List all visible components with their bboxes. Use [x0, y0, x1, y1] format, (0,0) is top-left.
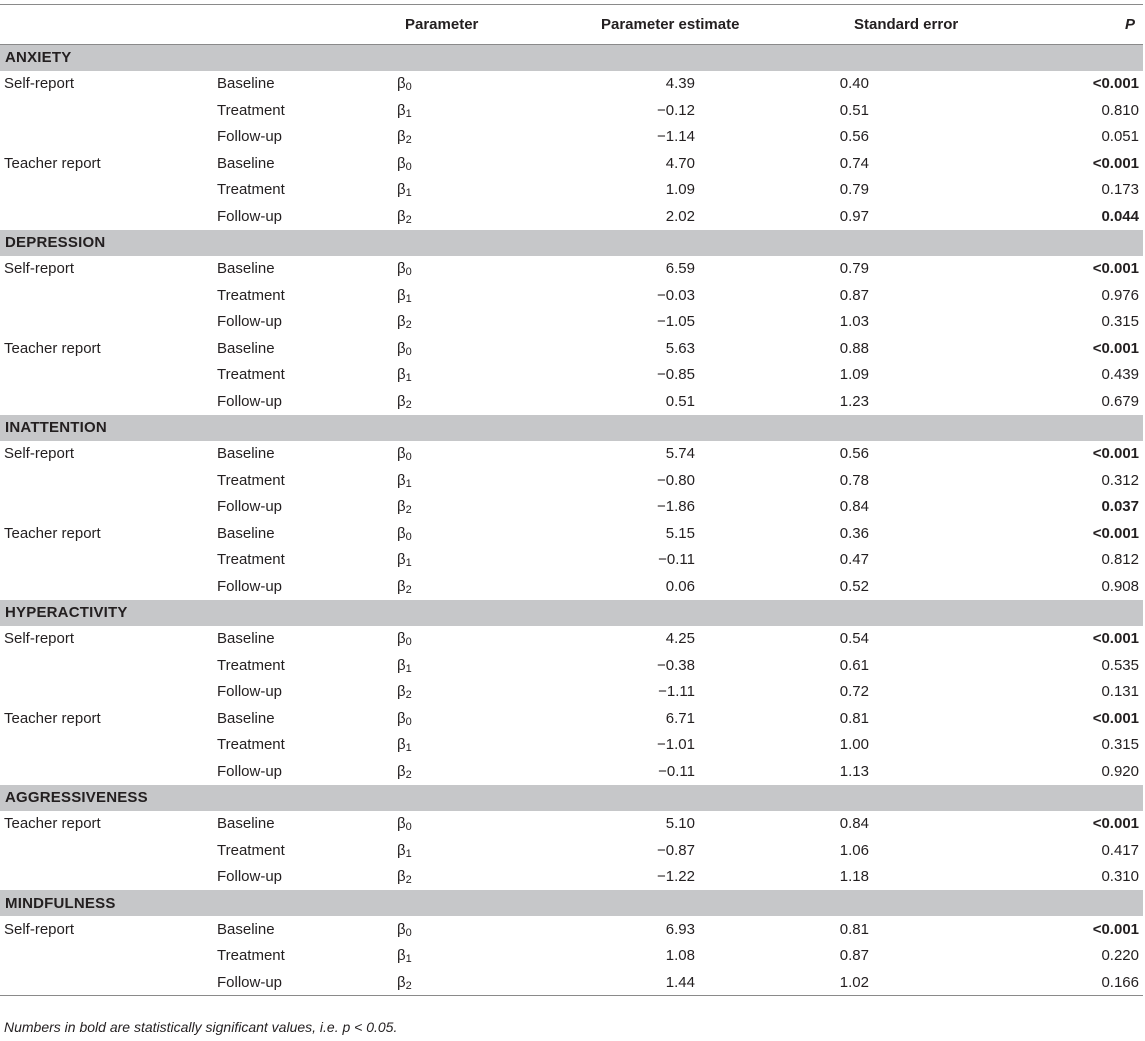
beta-symbol: β [397, 313, 406, 331]
beta-subscript: 0 [405, 715, 412, 728]
standard-error-cell: 0.72 [839, 683, 869, 701]
estimate-cell: 1.08 [665, 947, 695, 965]
reporter-cell [0, 837, 213, 864]
section-title: HYPERACTIVITY [0, 600, 1143, 626]
beta-subscript: 0 [405, 345, 412, 358]
estimate-cell: −1.01 [657, 736, 695, 754]
standard-error-cell: 1.18 [839, 868, 869, 886]
table-row [0, 705, 1143, 732]
table-row [0, 362, 1143, 389]
estimate-cell: 5.63 [665, 339, 695, 357]
beta-symbol: β [397, 471, 406, 489]
standard-error-cell: 1.23 [839, 392, 869, 410]
parameter-cell [393, 547, 561, 574]
parameter-cell [393, 679, 561, 706]
header-standard-error: Standard error [751, 5, 1027, 45]
reporter-cell [0, 467, 213, 494]
p-value-cell: 0.976 [1101, 286, 1139, 304]
standard-error-cell: 0.81 [839, 709, 869, 727]
beta-subscript: 2 [405, 134, 412, 147]
condition-cell: Follow-up [217, 128, 283, 146]
beta-symbol: β [397, 920, 406, 938]
reporter-cell [0, 388, 213, 415]
condition-cell: Treatment [217, 656, 285, 674]
table-row [0, 71, 1143, 98]
beta-symbol: β [397, 286, 406, 304]
standard-error-cell: 0.74 [839, 154, 869, 172]
table-row [0, 177, 1143, 204]
table-row [0, 864, 1143, 891]
reporter-cell: Teacher report [4, 154, 101, 172]
condition-cell: Follow-up [217, 762, 283, 780]
beta-subscript: 1 [405, 292, 412, 305]
p-value-cell: <0.001 [1092, 709, 1139, 727]
reporter-cell [0, 177, 213, 204]
estimate-cell: 4.25 [665, 630, 695, 648]
standard-error-cell: 0.79 [839, 260, 869, 278]
estimate-cell: −0.11 [658, 762, 695, 780]
parameter-cell [393, 150, 561, 177]
table-row [0, 969, 1143, 996]
table-row [0, 732, 1143, 759]
parameter-cell [393, 124, 561, 151]
reporter-cell: Teacher report [4, 815, 101, 833]
estimate-cell: 1.09 [665, 181, 695, 199]
p-value-cell: <0.001 [1092, 630, 1139, 648]
table-row [0, 256, 1143, 283]
estimate-cell: −0.85 [657, 366, 695, 384]
reporter-cell [0, 732, 213, 759]
standard-error-cell: 0.87 [839, 286, 869, 304]
table-row [0, 124, 1143, 151]
parameter-cell [393, 97, 561, 124]
beta-symbol: β [397, 260, 406, 278]
header-p-value: P [1027, 5, 1143, 45]
reporter-cell [0, 758, 213, 785]
beta-subscript: 1 [405, 187, 412, 200]
reporter-cell: Teacher report [4, 524, 101, 542]
table-row [0, 811, 1143, 838]
table-row [0, 679, 1143, 706]
section-header [0, 415, 1143, 441]
beta-subscript: 0 [405, 530, 412, 543]
standard-error-cell: 0.51 [839, 101, 869, 119]
standard-error-cell: 0.52 [839, 577, 869, 595]
p-value-cell: 0.173 [1101, 181, 1139, 199]
p-value-cell: <0.001 [1092, 154, 1139, 172]
condition-cell: Follow-up [213, 969, 393, 996]
table-row [0, 388, 1143, 415]
beta-subscript: 2 [405, 874, 412, 887]
beta-symbol: β [397, 630, 406, 648]
beta-subscript: 2 [405, 583, 412, 596]
section-title: INATTENTION [0, 415, 1143, 441]
p-value-cell: 0.920 [1101, 762, 1139, 780]
table-footnote: Numbers in bold are statistically significant values, i.e. p < 0.05. [4, 1019, 398, 1035]
reporter-cell: Self-report [4, 445, 75, 463]
reporter-cell: Teacher report [4, 339, 101, 357]
header-parameter-estimate: Parameter estimate [561, 5, 751, 45]
standard-error-cell: 0.54 [839, 630, 869, 648]
parameter-cell [393, 573, 561, 600]
parameter-cell [393, 758, 561, 785]
parameter-cell [393, 256, 561, 283]
p-value-cell: 0.037 [1101, 498, 1139, 516]
reporter-cell [0, 494, 213, 521]
parameter-cell [393, 705, 561, 732]
beta-symbol: β [397, 947, 406, 965]
beta-subscript: 2 [405, 689, 412, 702]
parameter-cell [393, 652, 561, 679]
p-value-cell: 0.812 [1101, 551, 1139, 569]
standard-error-cell: 0.78 [839, 471, 869, 489]
section-header [0, 890, 1143, 916]
condition-cell: Follow-up [217, 392, 283, 410]
section-header [0, 230, 1143, 256]
reporter-cell: Self-report [4, 260, 75, 278]
beta-symbol: β [397, 181, 406, 199]
condition-cell: Treatment [217, 101, 285, 119]
beta-symbol: β [397, 762, 406, 780]
condition-cell: Baseline [217, 75, 275, 93]
p-value-cell: <0.001 [1092, 815, 1139, 833]
parameter-cell [393, 864, 561, 891]
estimate-cell: 6.59 [665, 260, 695, 278]
beta-subscript: 0 [405, 266, 412, 279]
table-row [0, 494, 1143, 521]
beta-subscript: 1 [405, 107, 412, 120]
parameter-cell [393, 282, 561, 309]
beta-subscript: 0 [405, 81, 412, 94]
reporter-cell [0, 969, 213, 996]
beta-symbol: β [397, 736, 406, 754]
standard-error-cell: 1.02 [751, 969, 1027, 996]
condition-cell: Baseline [217, 154, 275, 172]
parameter-cell [393, 335, 561, 362]
condition-cell: Follow-up [217, 313, 283, 331]
parameter-cell [393, 732, 561, 759]
beta-symbol: β [397, 339, 406, 357]
beta-subscript: 1 [405, 662, 412, 675]
table-row [0, 943, 1143, 970]
condition-cell: Baseline [217, 260, 275, 278]
reporter-cell [0, 203, 213, 230]
condition-cell: Follow-up [217, 207, 283, 225]
table-row [0, 547, 1143, 574]
beta-symbol: β [397, 973, 406, 991]
parameter-cell [393, 71, 561, 98]
p-value-cell: 0.679 [1101, 392, 1139, 410]
standard-error-cell: 0.84 [839, 498, 869, 516]
standard-error-cell: 0.61 [839, 656, 869, 674]
parameter-cell [393, 203, 561, 230]
section-title: ANXIETY [0, 45, 1143, 71]
beta-symbol: β [397, 709, 406, 727]
reporter-cell [0, 362, 213, 389]
condition-cell: Treatment [217, 181, 285, 199]
table-row [0, 626, 1143, 653]
table-row [0, 203, 1143, 230]
table-row [0, 467, 1143, 494]
parameter-cell [393, 626, 561, 653]
condition-cell: Baseline [217, 709, 275, 727]
reporter-cell [0, 864, 213, 891]
section-header [0, 45, 1143, 71]
beta-symbol: β [397, 392, 406, 410]
parameter-cell [393, 388, 561, 415]
beta-symbol: β [397, 551, 406, 569]
table-row [0, 652, 1143, 679]
p-value-cell: 0.051 [1101, 128, 1139, 146]
estimate-cell: −0.38 [657, 656, 695, 674]
beta-subscript: 0 [405, 451, 412, 464]
estimate-cell: −0.80 [657, 471, 695, 489]
parameter-cell [393, 441, 561, 468]
p-value-cell: 0.535 [1101, 656, 1139, 674]
parameter-cell [393, 969, 561, 996]
beta-subscript: 1 [405, 477, 412, 490]
standard-error-cell: 0.81 [839, 920, 869, 938]
beta-subscript: 0 [405, 160, 412, 173]
condition-cell: Baseline [217, 815, 275, 833]
standard-error-cell: 0.79 [839, 181, 869, 199]
beta-symbol: β [397, 366, 406, 384]
section-header [0, 785, 1143, 811]
beta-subscript: 0 [405, 821, 412, 834]
condition-cell: Baseline [217, 445, 275, 463]
header-blank-2 [213, 5, 393, 45]
table-row [0, 758, 1143, 785]
p-value-cell: 0.166 [1027, 969, 1143, 996]
reporter-cell: Teacher report [4, 709, 101, 727]
beta-subscript: 1 [405, 557, 412, 570]
beta-symbol: β [397, 154, 406, 172]
p-value-cell: 0.315 [1101, 313, 1139, 331]
standard-error-cell: 0.88 [839, 339, 869, 357]
estimate-cell: 6.93 [665, 920, 695, 938]
section-title: DEPRESSION [0, 230, 1143, 256]
p-value-cell: <0.001 [1092, 75, 1139, 93]
p-value-cell: 0.810 [1101, 101, 1139, 119]
estimate-cell: 1.44 [561, 969, 751, 996]
standard-error-cell: 0.56 [839, 128, 869, 146]
condition-cell: Treatment [217, 366, 285, 384]
parameter-cell [393, 811, 561, 838]
p-value-cell: <0.001 [1092, 524, 1139, 542]
table-row [0, 441, 1143, 468]
beta-symbol: β [397, 656, 406, 674]
p-value-cell: 0.044 [1101, 207, 1139, 225]
reporter-cell: Self-report [4, 630, 75, 648]
beta-symbol: β [397, 577, 406, 595]
table-row [0, 916, 1143, 943]
condition-cell: Baseline [217, 339, 275, 357]
beta-subscript: 2 [405, 768, 412, 781]
beta-subscript: 2 [405, 213, 412, 226]
beta-subscript: 1 [405, 742, 412, 755]
standard-error-cell: 1.00 [839, 736, 869, 754]
beta-subscript: 2 [405, 979, 412, 992]
p-value-cell: 0.439 [1101, 366, 1139, 384]
parameter-cell [393, 520, 561, 547]
beta-symbol: β [397, 207, 406, 225]
standard-error-cell: 0.47 [839, 551, 869, 569]
beta-symbol: β [397, 841, 406, 859]
standard-error-cell: 0.36 [839, 524, 869, 542]
section-title: MINDFULNESS [0, 890, 1143, 916]
table-row [0, 309, 1143, 336]
reporter-cell [0, 124, 213, 151]
beta-symbol: β [397, 868, 406, 886]
standard-error-cell: 0.56 [839, 445, 869, 463]
beta-symbol: β [397, 498, 406, 516]
p-value-cell: 0.315 [1101, 736, 1139, 754]
beta-subscript: 0 [405, 636, 412, 649]
section-title: AGGRESSIVENESS [0, 785, 1143, 811]
condition-cell: Baseline [217, 920, 275, 938]
condition-cell: Treatment [217, 841, 285, 859]
estimate-cell: −0.03 [657, 286, 695, 304]
parameter-cell [393, 309, 561, 336]
estimate-cell: 5.10 [665, 815, 695, 833]
condition-cell: Treatment [217, 471, 285, 489]
reporter-cell: Self-report [4, 920, 75, 938]
standard-error-cell: 0.87 [839, 947, 869, 965]
parameter-cell [393, 916, 561, 943]
estimate-cell: 2.02 [665, 207, 695, 225]
reporter-cell [0, 652, 213, 679]
estimate-cell: −1.11 [658, 683, 695, 701]
p-value-cell: 0.417 [1101, 841, 1139, 859]
beta-symbol: β [397, 524, 406, 542]
table-row [0, 837, 1143, 864]
estimate-cell: −1.14 [657, 128, 695, 146]
beta-symbol: β [397, 683, 406, 701]
estimate-cell: 5.15 [665, 524, 695, 542]
p-value-cell: <0.001 [1092, 445, 1139, 463]
estimate-cell: 6.71 [665, 709, 695, 727]
beta-symbol: β [397, 815, 406, 833]
p-value-cell: 0.908 [1101, 577, 1139, 595]
section-header [0, 600, 1143, 626]
beta-subscript: 0 [405, 926, 412, 939]
condition-cell: Follow-up [217, 498, 283, 516]
beta-subscript: 1 [405, 372, 412, 385]
beta-subscript: 2 [405, 319, 412, 332]
p-value-cell: <0.001 [1092, 920, 1139, 938]
standard-error-cell: 1.03 [839, 313, 869, 331]
results-table [0, 4, 1143, 996]
table-row [0, 573, 1143, 600]
reporter-cell [0, 679, 213, 706]
condition-cell: Treatment [217, 286, 285, 304]
parameter-cell [393, 494, 561, 521]
table-row [0, 150, 1143, 177]
estimate-cell: −1.05 [657, 313, 695, 331]
parameter-cell [393, 177, 561, 204]
beta-subscript: 1 [405, 847, 412, 860]
reporter-cell [0, 309, 213, 336]
standard-error-cell: 0.84 [839, 815, 869, 833]
p-value-cell: 0.310 [1101, 868, 1139, 886]
p-value-cell: <0.001 [1092, 260, 1139, 278]
estimate-cell: 4.70 [665, 154, 695, 172]
table-row [0, 520, 1143, 547]
condition-cell: Treatment [217, 947, 285, 965]
beta-subscript: 1 [405, 953, 412, 966]
condition-cell: Treatment [217, 736, 285, 754]
estimate-cell: −1.22 [657, 868, 695, 886]
estimate-cell: −1.86 [657, 498, 695, 516]
standard-error-cell: 0.97 [839, 207, 869, 225]
header-parameter: Parameter [393, 5, 561, 45]
estimate-cell: −0.11 [658, 551, 695, 569]
table-row [0, 335, 1143, 362]
condition-cell: Baseline [217, 524, 275, 542]
p-value-cell: 0.131 [1101, 683, 1139, 701]
beta-symbol: β [397, 128, 406, 146]
estimate-cell: 4.39 [665, 75, 695, 93]
standard-error-cell: 1.06 [839, 841, 869, 859]
reporter-cell [0, 943, 213, 970]
estimate-cell: 0.51 [665, 392, 695, 410]
parameter-cell [393, 467, 561, 494]
table-row [0, 282, 1143, 309]
estimate-cell: −0.87 [657, 841, 695, 859]
estimate-cell: 5.74 [665, 445, 695, 463]
standard-error-cell: 0.40 [839, 75, 869, 93]
beta-symbol: β [397, 75, 406, 93]
table-row [0, 97, 1143, 124]
standard-error-cell: 1.09 [839, 366, 869, 384]
condition-cell: Follow-up [217, 868, 283, 886]
condition-cell: Follow-up [217, 683, 283, 701]
condition-cell: Follow-up [217, 577, 283, 595]
parameter-cell [393, 943, 561, 970]
beta-symbol: β [397, 445, 406, 463]
reporter-cell: Self-report [4, 75, 75, 93]
header-blank-1 [0, 5, 213, 45]
estimate-cell: 0.06 [665, 577, 695, 595]
p-value-cell: 0.220 [1101, 947, 1139, 965]
beta-subscript: 2 [405, 398, 412, 411]
parameter-cell [393, 362, 561, 389]
standard-error-cell: 1.13 [839, 762, 869, 780]
reporter-cell [0, 282, 213, 309]
condition-cell: Treatment [217, 551, 285, 569]
reporter-cell [0, 547, 213, 574]
condition-cell: Baseline [217, 630, 275, 648]
table-header [0, 5, 1143, 45]
reporter-cell [0, 97, 213, 124]
table-body [0, 45, 1143, 996]
p-value-cell: 0.312 [1101, 471, 1139, 489]
beta-symbol: β [397, 101, 406, 119]
beta-subscript: 2 [405, 504, 412, 517]
reporter-cell [0, 573, 213, 600]
estimate-cell: −0.12 [657, 101, 695, 119]
p-value-cell: <0.001 [1092, 339, 1139, 357]
parameter-cell [393, 837, 561, 864]
